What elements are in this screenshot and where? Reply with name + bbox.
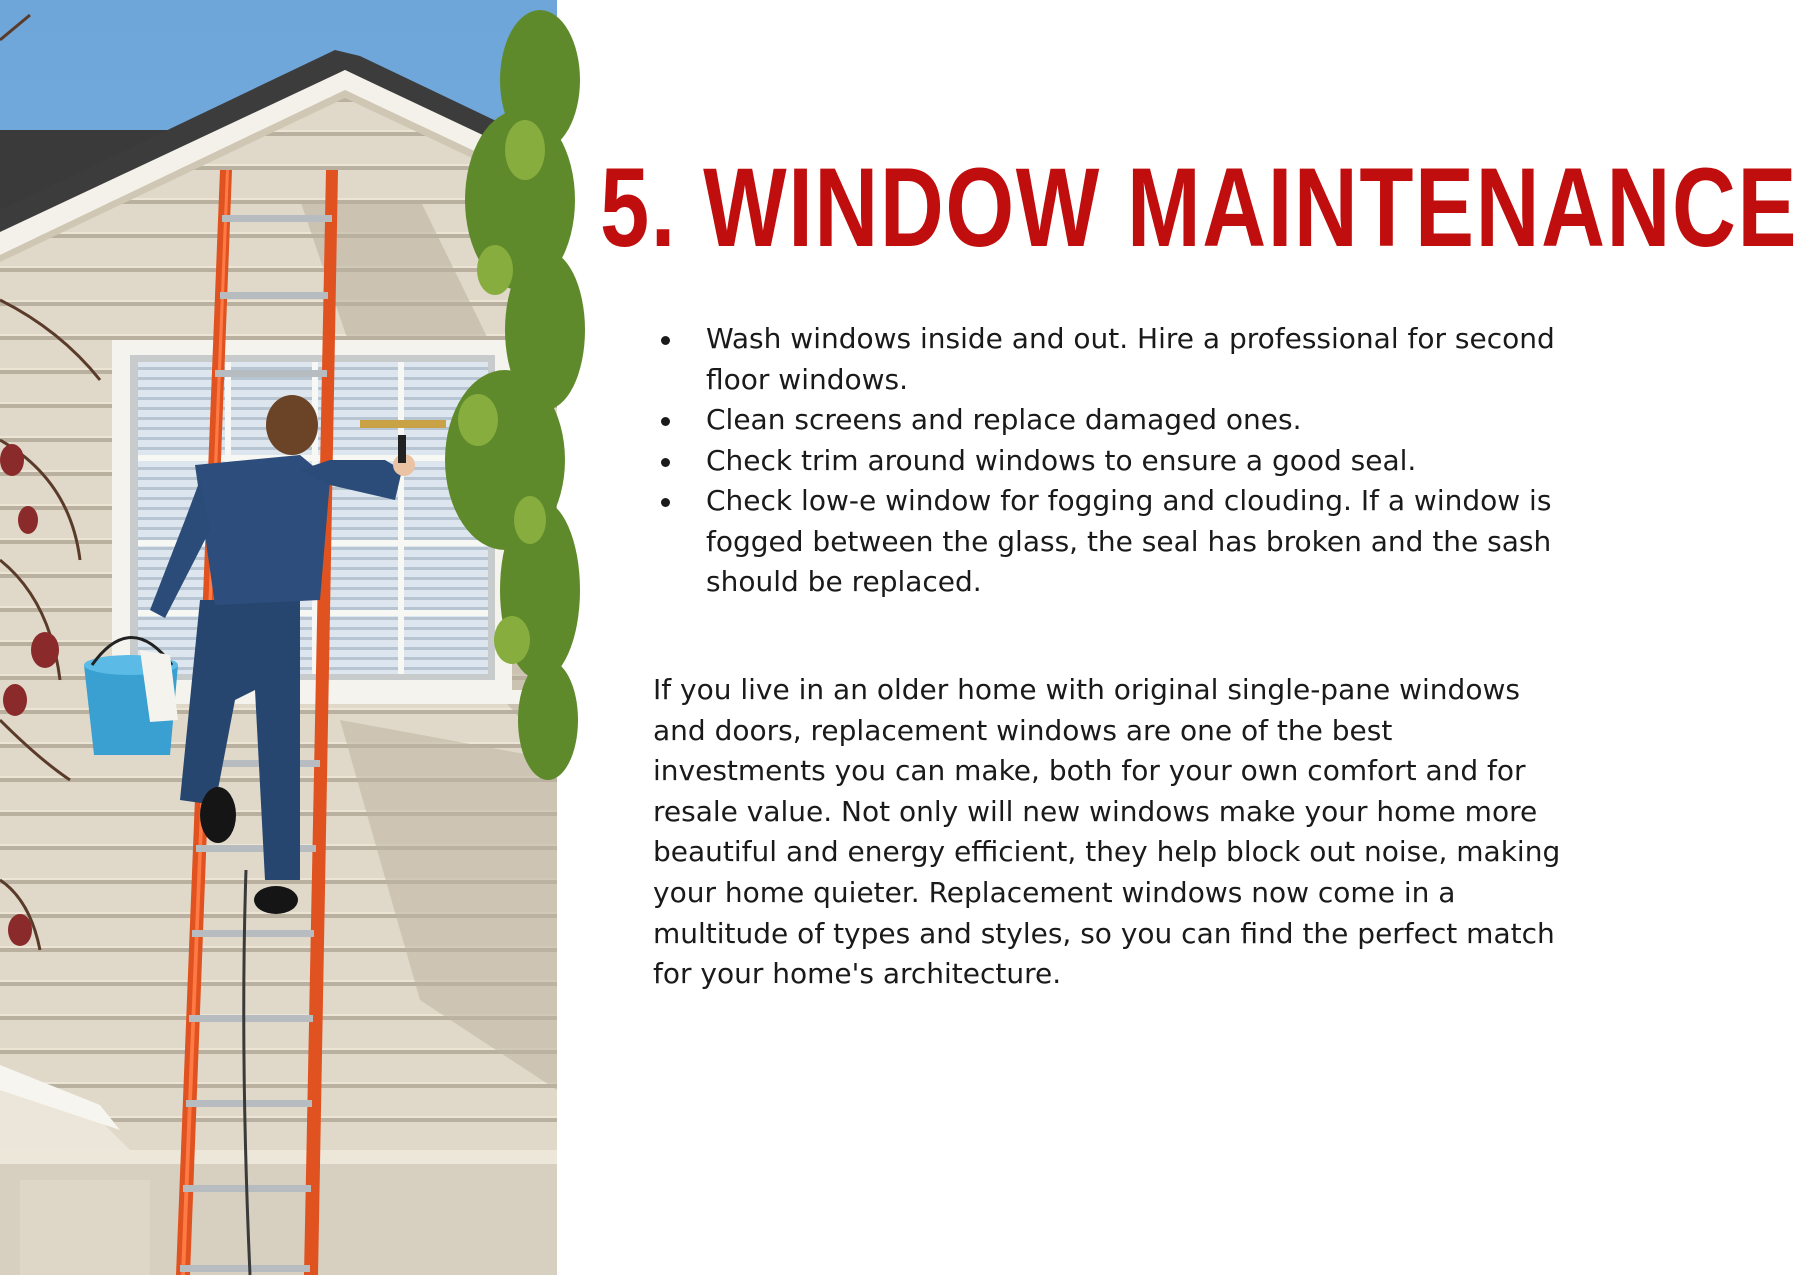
photo-window-cleaner	[0, 0, 557, 1275]
list-item: Check low-e window for fogging and clouding. If a window is fogged between the glass, the seal has broken and the sash should be replaced.	[706, 481, 1586, 603]
list-item: Wash windows inside and out. Hire a professional for second floor windows.	[706, 319, 1586, 400]
page-title: 5. WINDOW MAINTENANCE	[600, 145, 1798, 270]
body-paragraph: If you live in an older home with original single-pane windows and doors, replacement windows are one of the best investments you can make, both for your own comfort and for resale value. Not only will new windows make your home more beautiful and energy efficient, they help block out noise, making your home quieter. Replacement windows now come in a multitude of types and styles, so you can find the perfect match for your home's architecture.	[653, 673, 1561, 991]
maintenance-checklist	[652, 319, 1586, 603]
list-item: Check trim around windows to ensure a good seal.	[706, 441, 1586, 482]
list-item: Clean screens and replace damaged ones.	[706, 400, 1586, 441]
